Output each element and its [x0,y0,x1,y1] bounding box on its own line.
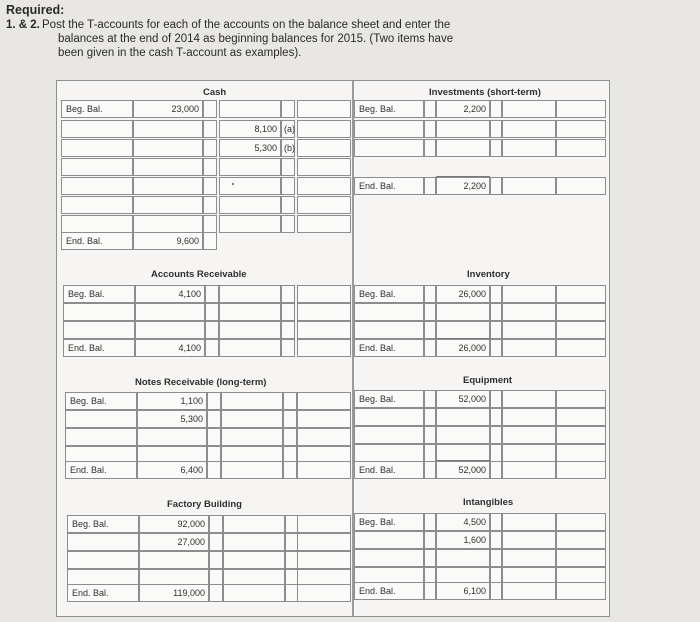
factory-end-amount[interactable]: 119,000 [139,584,209,602]
equipment-beg-amount[interactable]: 52,000 [436,390,490,408]
intangibles-title: Intangibles [463,497,514,508]
equipment-row-2 [354,408,606,426]
intangibles-end-label[interactable]: End. Bal. [354,582,424,600]
intangibles-row-3 [354,549,606,567]
equipment-end-ref-left[interactable] [424,461,436,479]
inventory-ref-left-2[interactable] [424,303,436,321]
inventory-credit-2[interactable] [502,303,556,321]
cash-row-3 [61,139,351,157]
cash-row-7 [61,215,351,233]
cash-debit-ref-6[interactable] [203,196,217,214]
instruction-text [6,18,696,60]
ar-row-3 [63,321,351,339]
cash-debit-5[interactable] [133,177,203,195]
notes-add-ref[interactable] [207,410,221,428]
intangibles-ref-left-2[interactable] [424,531,436,549]
invest-debit-3[interactable] [436,139,490,157]
cash-debit-3[interactable] [133,139,203,157]
invest-end-row [354,177,606,195]
factory-extra-1[interactable] [297,515,351,533]
intangibles-beg-ref[interactable] [490,513,502,531]
invest-row-3 [354,139,606,157]
factory-add-amount[interactable]: 27,000 [139,533,209,551]
notes-credit-2[interactable] [221,410,283,428]
cash-beg-label[interactable]: Beg. Bal. [61,100,133,118]
ar-debit-2[interactable] [135,303,205,321]
notes-end-credit[interactable] [221,461,283,479]
notes-credit-1[interactable] [221,392,283,410]
cash-extra-2[interactable] [297,120,351,138]
equipment-ref-left-4[interactable] [424,444,436,462]
inventory-ref-left-3[interactable] [424,321,436,339]
equipment-end-amount[interactable]: 52,000 [436,461,490,479]
equipment-credit-1[interactable] [502,390,556,408]
intangibles-credit-2[interactable] [502,531,556,549]
factory-row-3 [67,551,351,569]
cash-extra-3[interactable] [297,139,351,157]
intangibles-row-1 [354,513,606,531]
notes-add-amount[interactable]: 5,300 [137,410,207,428]
notes-credit-ref-2[interactable] [283,410,297,428]
invest-credit-3[interactable] [502,139,556,157]
cash-debit-2[interactable] [133,120,203,138]
intangibles-end-ref[interactable] [490,582,502,600]
cash-credit-6[interactable] [219,196,281,214]
invest-ref-left-2[interactable] [424,120,436,138]
ar-end-ref[interactable] [205,339,219,357]
factory-end-row [67,584,351,602]
invest-extra-2[interactable] [556,120,606,138]
invest-beg-ref[interactable] [490,100,502,118]
cash-end-row [61,232,351,250]
cash-row-1 [61,100,351,118]
cash-extra-1[interactable] [297,100,351,118]
cash-row-4 [61,158,351,176]
ar-credit-ref-3[interactable] [281,321,295,339]
inventory-end-credit[interactable] [502,339,556,357]
intangibles-beg-amount[interactable]: 4,500 [436,513,490,531]
equipment-beg-ref-left[interactable] [424,390,436,408]
factory-end-label[interactable]: End. Bal. [67,584,139,602]
ar-debit-ref-2[interactable] [205,303,219,321]
notes-title: Notes Receivable (long-term) [135,377,267,388]
factory-beg-ref[interactable] [209,515,223,533]
invest-row-1 [354,100,606,118]
cash-credit-amount-b[interactable]: 5,300 [219,139,281,157]
factory-label-3[interactable] [67,551,139,569]
invest-label-2[interactable] [354,120,424,138]
cash-credit-ref-1[interactable] [281,100,295,118]
inventory-beg-ref-left[interactable] [424,285,436,303]
intangibles-end-ref-left[interactable] [424,582,436,600]
cash-beg-ref[interactable] [203,100,217,118]
cash-credit-7[interactable] [219,215,281,233]
intangibles-extra-3[interactable] [556,549,606,567]
ar-credit-3[interactable] [219,321,281,339]
equipment-end-credit[interactable] [502,461,556,479]
inventory-row-1 [354,285,606,303]
equipment-label-3[interactable] [354,426,424,444]
cash-debit-4[interactable] [133,158,203,176]
notes-end-ref[interactable] [207,461,221,479]
cash-debit-ref-2[interactable] [203,120,217,138]
ar-beg-amount[interactable]: 4,100 [135,285,205,303]
equipment-row-1 [354,390,606,408]
notes-label-3[interactable] [65,428,137,446]
intangibles-extra-1[interactable] [556,513,606,531]
equipment-title: Equipment [463,375,513,386]
ar-debit-ref-3[interactable] [205,321,219,339]
notes-end-amount[interactable]: 6,400 [137,461,207,479]
notes-end-label[interactable]: End. Bal. [65,461,137,479]
intangibles-add-ref[interactable] [490,531,502,549]
notes-end-extra[interactable] [297,461,351,479]
intangibles-credit-1[interactable] [502,513,556,531]
cash-label-3[interactable] [61,139,133,157]
intangibles-end-row [354,582,606,600]
cash-extra-7[interactable] [297,215,351,233]
intangibles-beg-ref-left[interactable] [424,513,436,531]
notes-row-3 [65,428,351,446]
cash-credit-ref-6[interactable] [281,196,295,214]
notes-end-credit-ref[interactable] [283,461,297,479]
factory-label-2[interactable] [67,533,139,551]
ar-end-row [63,339,351,357]
equipment-ref-2[interactable] [490,408,502,426]
cash-debit-7[interactable] [133,215,203,233]
intangibles-beg-label[interactable]: Beg. Bal. [354,513,424,531]
notes-credit-ref-1[interactable] [283,392,297,410]
cash-extra-4[interactable] [297,158,351,176]
cash-row-6 [61,196,351,214]
ar-label-2[interactable] [63,303,135,321]
notes-extra-2[interactable] [297,410,351,428]
cash-credit-5[interactable] [219,177,281,195]
factory-beg-amount[interactable]: 92,000 [139,515,209,533]
invest-beg-amount[interactable]: 2,200 [436,100,490,118]
invest-end-label[interactable]: End. Bal. [354,177,424,195]
equipment-end-ref[interactable] [490,461,502,479]
instruction-line-1: Post the T-accounts for each of the accounts on the balance sheet and enter the [42,19,451,31]
inventory-end-amount[interactable]: 26,000 [436,339,490,357]
invest-extra-3[interactable] [556,139,606,157]
intangibles-debit-3[interactable] [436,549,490,567]
equipment-ref-left-2[interactable] [424,408,436,426]
inventory-row-3 [354,321,606,339]
ar-end-amount[interactable]: 4,100 [135,339,205,357]
cash-debit-ref-4[interactable] [203,158,217,176]
notes-credit-3[interactable] [221,428,283,446]
cash-credit-ref-5[interactable] [281,177,295,195]
intangibles-end-credit[interactable] [502,582,556,600]
equipment-debit-2[interactable] [436,408,490,426]
cash-debit-ref-7[interactable] [203,215,217,233]
equipment-credit-2[interactable] [502,408,556,426]
instruction-line-3: been given in the cash T-account as examples). [58,47,302,59]
invest-end-ref[interactable] [490,177,502,195]
invest-end-amount[interactable]: 2,200 [436,177,490,195]
instructions [6,3,696,60]
equipment-label-4[interactable] [354,444,424,462]
intangibles-credit-3[interactable] [502,549,556,567]
ar-end-label[interactable]: End. Bal. [63,339,135,357]
notes-beg-ref[interactable] [207,392,221,410]
factory-title: Factory Building [167,499,242,510]
factory-beg-label[interactable]: Beg. Bal. [67,515,139,533]
notes-debit-3[interactable] [137,428,207,446]
ar-row-1 [63,285,351,303]
cash-label-6[interactable] [61,196,133,214]
equipment-extra-2[interactable] [556,408,606,426]
invest-ref-left-3[interactable] [424,139,436,157]
ar-extra-3[interactable] [297,321,351,339]
equipment-label-2[interactable] [354,408,424,426]
inventory-extra-3[interactable] [556,321,606,339]
invest-label-3[interactable] [354,139,424,157]
ar-credit-ref-2[interactable] [281,303,295,321]
investments-title: Investments (short-term) [429,87,541,98]
cash-credit-1[interactable] [219,100,281,118]
cash-end-label[interactable]: End. Bal. [61,232,133,250]
intangibles-extra-2[interactable] [556,531,606,549]
factory-debit-ref-3[interactable] [209,551,223,569]
invest-extra-1[interactable] [556,100,606,118]
invest-credit-1[interactable] [502,100,556,118]
equipment-extra-1[interactable] [556,390,606,408]
equipment-credit-4[interactable] [502,444,556,462]
equipment-extra-4[interactable] [556,444,606,462]
equipment-ref-left-3[interactable] [424,426,436,444]
intangibles-label-2[interactable] [354,531,424,549]
cash-debit-ref-5[interactable] [203,177,217,195]
equipment-debit-3[interactable] [436,426,490,444]
equipment-extra-3[interactable] [556,426,606,444]
equipment-beg-label[interactable]: Beg. Bal. [354,390,424,408]
notes-extra-1[interactable] [297,392,351,410]
ar-debit-3[interactable] [135,321,205,339]
instruction-number: 1. & 2. [6,19,40,31]
factory-row-1 [67,515,351,533]
notes-row-2 [65,410,351,428]
cash-credit-ref-4[interactable] [281,158,295,176]
cash-beg-amount[interactable]: 23,000 [133,100,203,118]
invest-end-ref-left[interactable] [424,177,436,195]
notes-beg-label[interactable]: Beg. Bal. [65,392,137,410]
invest-end-extra[interactable] [556,177,606,195]
invest-ref-2[interactable] [490,120,502,138]
inventory-ref-3[interactable] [490,321,502,339]
ar-end-credit[interactable] [219,339,281,357]
intangibles-end-extra[interactable] [556,582,606,600]
ar-credit-ref-1[interactable] [281,285,295,303]
cash-extra-5[interactable] [297,177,351,195]
equipment-row-3 [354,426,606,444]
cash-end-amount[interactable]: 9,600 [133,232,203,250]
factory-add-ref[interactable] [209,533,223,551]
cash-label-4[interactable] [61,158,133,176]
inventory-end-ref[interactable] [490,339,502,357]
factory-end-extra[interactable] [297,584,351,602]
notes-end-row [65,461,351,479]
cash-label-5[interactable] [61,177,133,195]
invest-end-credit[interactable] [502,177,556,195]
ar-extra-2[interactable] [297,303,351,321]
cash-credit-ref-a[interactable]: (a) [281,120,295,138]
ar-credit-2[interactable] [219,303,281,321]
intangibles-add-amount[interactable]: 1,600 [436,531,490,549]
notes-extra-3[interactable] [297,428,351,446]
invest-beg-label[interactable]: Beg. Bal. [354,100,424,118]
cash-title: Cash [203,87,227,98]
inventory-row-2 [354,303,606,321]
inventory-end-extra[interactable] [556,339,606,357]
inventory-end-row [354,339,606,357]
inventory-label-3[interactable] [354,321,424,339]
cash-debit-6[interactable] [133,196,203,214]
inventory-beg-ref[interactable] [490,285,502,303]
inventory-end-ref-left[interactable] [424,339,436,357]
instruction-line-2: balances at the end of 2014 as beginning balances for 2015. (Two items have [58,33,454,45]
intangibles-label-3[interactable] [354,549,424,567]
invest-row-2 [354,120,606,138]
inventory-extra-2[interactable] [556,303,606,321]
inventory-beg-amount[interactable]: 26,000 [436,285,490,303]
ar-end-credit-ref[interactable] [281,339,295,357]
ar-credit-1[interactable] [219,285,281,303]
inventory-end-label[interactable]: End. Bal. [354,339,424,357]
factory-credit-1[interactable] [223,515,285,533]
cash-credit-ref-b[interactable]: (b) [281,139,295,157]
equipment-credit-3[interactable] [502,426,556,444]
inventory-credit-3[interactable] [502,321,556,339]
cash-credit-4[interactable] [219,158,281,176]
notes-debit-ref-3[interactable] [207,428,221,446]
ar-label-3[interactable] [63,321,135,339]
equipment-end-label[interactable]: End. Bal. [354,461,424,479]
ar-extra-1[interactable] [297,285,351,303]
t-accounts-worksheet [56,80,610,617]
inventory-beg-label[interactable]: Beg. Bal. [354,285,424,303]
intangibles-ref-3[interactable] [490,549,502,567]
ar-title: Accounts Receivable [151,269,247,280]
intangibles-end-amount[interactable]: 6,100 [436,582,490,600]
ar-beg-ref[interactable] [205,285,219,303]
cash-extra-6[interactable] [297,196,351,214]
cash-debit-ref-3[interactable] [203,139,217,157]
inventory-debit-3[interactable] [436,321,490,339]
inventory-credit-1[interactable] [502,285,556,303]
inventory-ref-2[interactable] [490,303,502,321]
ar-end-extra[interactable] [297,339,351,357]
equipment-end-row [354,461,606,479]
factory-credit-3[interactable] [223,551,285,569]
notes-label-2[interactable] [65,410,137,428]
inventory-title: Inventory [467,269,510,280]
invest-debit-2[interactable] [436,120,490,138]
factory-row-2 [67,533,351,551]
ar-row-2 [63,303,351,321]
factory-end-ref[interactable] [209,584,223,602]
notes-row-1 [65,392,351,410]
inventory-label-2[interactable] [354,303,424,321]
equipment-end-extra[interactable] [556,461,606,479]
intangibles-row-2 [354,531,606,549]
factory-credit-2[interactable] [223,533,285,551]
factory-debit-3[interactable] [139,551,209,569]
required-heading: Required: [6,3,65,17]
ar-beg-label[interactable]: Beg. Bal. [63,285,135,303]
cash-end-ref[interactable] [203,232,217,250]
factory-extra-2[interactable] [297,533,351,551]
cash-credit-ref-7[interactable] [281,215,295,233]
cash-credit-amount-a[interactable]: 8,100 [219,120,281,138]
cash-label-2[interactable] [61,120,133,138]
invest-credit-2[interactable] [502,120,556,138]
notes-beg-amount[interactable]: 1,100 [137,392,207,410]
factory-extra-3[interactable] [297,551,351,569]
cash-label-7[interactable] [61,215,133,233]
inventory-extra-1[interactable] [556,285,606,303]
invest-ref-3[interactable] [490,139,502,157]
intangibles-ref-left-3[interactable] [424,549,436,567]
cash-row-5 [61,177,351,195]
inventory-debit-2[interactable] [436,303,490,321]
notes-credit-ref-3[interactable] [283,428,297,446]
cash-row-2 [61,120,351,138]
factory-end-credit[interactable] [223,584,285,602]
invest-beg-ref-left[interactable] [424,100,436,118]
equipment-ref-3[interactable] [490,426,502,444]
stray-mark [232,183,234,185]
equipment-beg-ref[interactable] [490,390,502,408]
equipment-ref-4[interactable] [490,444,502,462]
